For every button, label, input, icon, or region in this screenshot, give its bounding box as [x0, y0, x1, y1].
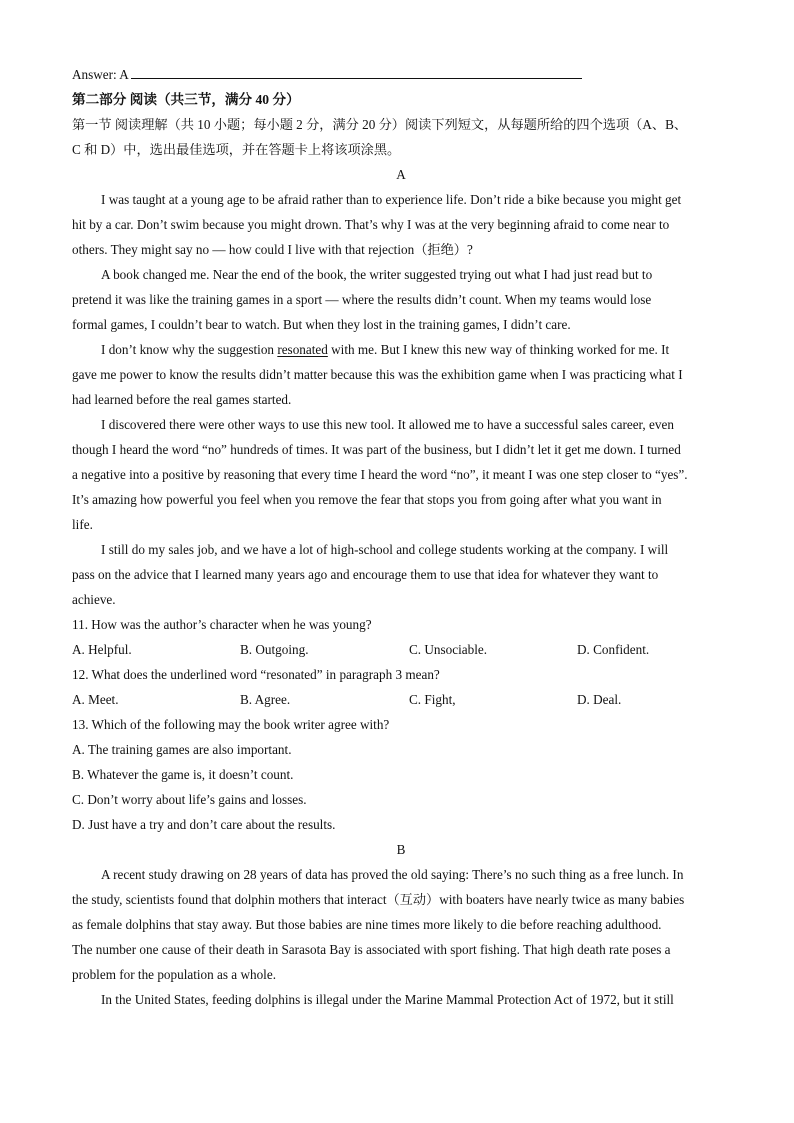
question-options — [72, 687, 730, 712]
text-line: It’s amazing how powerful you feel when you remove the fear that stops you from going after what you want in — [72, 492, 662, 507]
text-line: I still do my sales job, and we have a lot of high-school and college students working at the company. I will — [101, 542, 669, 557]
text-segment: with me. But I knew this new way of thinking worked for me. It — [327, 342, 670, 357]
option-a[interactable]: A. Helpful. — [72, 642, 132, 657]
text-line — [72, 337, 730, 362]
option-d[interactable]: D. Confident. — [577, 642, 650, 657]
option-b[interactable]: B. Agree. — [240, 692, 291, 707]
text-line: achieve. — [72, 592, 116, 607]
option-c[interactable]: C. Unsociable. — [409, 642, 488, 657]
text-line: The number one cause of their death in Sarasota Bay is associated with sport fishing. That high death rate poses a — [72, 942, 671, 957]
passage-a-paragraph-2 — [72, 262, 730, 337]
section-instruction-line-1: 第一节 阅读理解（共 10 小题；每小题 2 分，满分 20 分）阅读下列短文，从每题所给的四个选项（A、B、 — [72, 117, 688, 132]
option-b[interactable]: B. Outgoing. — [240, 642, 309, 657]
passage-a-paragraph-3 — [72, 337, 730, 412]
answer-line — [72, 62, 730, 87]
text-line: A recent study drawing on 28 years of data has proved the old saying: There’s no such thing as a free lunch. In — [101, 867, 684, 882]
passage-a-label: A — [396, 167, 406, 182]
underlined-word: resonated — [277, 342, 328, 357]
question-stem: 13. Which of the following may the book writer agree with? — [72, 717, 390, 732]
text-line: I was taught at a young age to be afraid rather than to experience life. Don’t ride a bike because you might get — [101, 192, 682, 207]
passage-a-paragraph-1 — [72, 187, 730, 262]
question-13 — [72, 712, 730, 837]
text-line: though I heard the word “no” hundreds of times. It was part of the business, but I didn’t let it get me down. I turned — [72, 442, 681, 457]
part-heading: 第二部分 阅读（共三节，满分 40 分） — [72, 92, 300, 107]
text-line: as female dolphins that stay away. But those babies are nine times more likely to die before reaching adulthood. — [72, 917, 662, 932]
question-11 — [72, 612, 730, 662]
option-c[interactable]: C. Fight, — [409, 692, 456, 707]
text-line: problem for the population as a whole. — [72, 967, 276, 982]
document-page — [72, 62, 730, 1012]
option-b[interactable]: B. Whatever the game is, it doesn’t count. — [72, 767, 294, 782]
text-line: I discovered there were other ways to use this new tool. It allowed me to have a successful sales career, even — [101, 417, 674, 432]
text-line: had learned before the real games started. — [72, 392, 292, 407]
question-options — [72, 637, 730, 662]
text-line: pass on the advice that I learned many years ago and encourage them to use that idea for whatever they want to — [72, 567, 659, 582]
option-c[interactable]: C. Don’t worry about life’s gains and losses. — [72, 792, 307, 807]
text-line: In the United States, feeding dolphins is illegal under the Marine Mammal Protection Act of 1972, but it still — [101, 992, 674, 1007]
text-line: life. — [72, 517, 93, 532]
text-segment: I don’t know why the suggestion — [101, 342, 278, 357]
option-a[interactable]: A. Meet. — [72, 692, 119, 707]
section-instruction-line-2: C 和 D）中，选出最佳选项，并在答题卡上将该项涂黑。 — [72, 142, 401, 157]
answer-underline — [131, 78, 582, 79]
option-d[interactable]: D. Just have a try and don’t care about the results. — [72, 817, 336, 832]
passage-a-paragraph-5 — [72, 537, 730, 612]
option-a[interactable]: A. The training games are also important. — [72, 742, 292, 757]
passage-a-paragraph-4 — [72, 412, 730, 537]
question-stem: 12. What does the underlined word “resonated” in paragraph 3 mean? — [72, 667, 440, 682]
passage-b-label: B — [396, 842, 406, 857]
passage-b-paragraph-1 — [72, 862, 730, 987]
text-line: A book changed me. Near the end of the book, the writer suggested trying out what I had just read but to — [101, 267, 653, 282]
passage-b-paragraph-2 — [72, 987, 730, 1012]
text-line: hit by a car. Don’t swim because you might drown. That’s why I was at the very beginning afraid to come near to — [72, 217, 670, 232]
question-12 — [72, 662, 730, 712]
text-line: pretend it was like the training games in a sport — where the results didn’t count. When my teams would lose — [72, 292, 652, 307]
text-line: formal games, I couldn’t bear to watch. But when they lost in the training games, I didn’t care. — [72, 317, 571, 332]
answer-label: Answer: A — [72, 67, 129, 82]
text-line: gave me power to know the results didn’t matter because this was the exhibition game when I was practicing what I — [72, 367, 683, 382]
question-stem: 11. How was the author’s character when he was young? — [72, 617, 372, 632]
text-line: a negative into a positive by reasoning that every time I heard the word “no”, it meant I was one step closer to “yes”. — [72, 467, 688, 482]
text-line: the study, scientists found that dolphin mothers that interact（互动）with boaters have nearly twice as many babies — [72, 892, 685, 907]
text-line: others. They might say no — how could I live with that rejection（拒绝）? — [72, 242, 473, 257]
option-d[interactable]: D. Deal. — [577, 692, 622, 707]
